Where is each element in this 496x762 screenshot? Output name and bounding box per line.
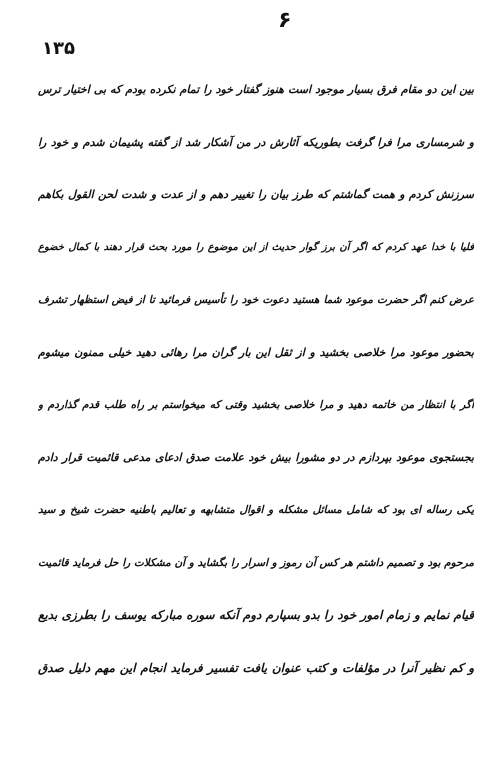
- text-line: مرحوم بود و تصمیم داشتم هر کس آن رموز و اسرار را بگشاید و آن مشکلات را حل فرماید قائمیت: [38, 556, 474, 569]
- page-top-mark: ۶: [278, 8, 292, 33]
- body-text: [38, 70, 474, 700]
- text-line: اگر با انتظار من خاتمه دهید و مرا خلاصی بخشید وقتی که میخواستم بر راه طلب قدم گذاردم و: [38, 399, 474, 411]
- text-line: بین این دو مقام فرق بسیار موجود است هنوز گفتار خود را تمام نکرده بودم که بی اختیار ترس: [38, 83, 474, 96]
- text-line: فلیا با خدا عهد کردم که اگر آن برز گوار حدیث از این موضوع را مورد بحث قرار دهند با کمال خضوع: [38, 241, 474, 253]
- text-line: و کم نظیر آنرا در مؤلفات و کتب عنوان یافت تفسیر فرماید انجام این مهم دلیل صدق: [38, 660, 474, 675]
- text-line: قیام نمایم و زمام امور خود را بدو بسپارم دوم آنکه سوره مبارکه یوسف را بطرزی بدیع: [38, 608, 474, 622]
- page-number: ۱۳۵: [42, 38, 75, 59]
- text-line: سرزنش کردم و همت گماشتم که طرز بیان را تغییر دهم و از عدت و شدت لحن القول بکاهم: [38, 188, 474, 201]
- text-line: بحضور موعود مرا خلاصی بخشید و از ثقل این بار گران مرا رهائی دهید خیلی ممنون میشوم: [38, 345, 474, 359]
- text-line: عرض کنم اگر حضرت موعود شما هستید دعوت خود را تأسیس فرمائید تا از فیض استظهار تشرف: [38, 294, 474, 306]
- text-line: یکی رساله ای بود که شامل مسائل مشکله و اقوال متشابهه و تعالیم باطنیه حضرت شیخ و سید: [38, 504, 474, 516]
- text-line: و شرمساری مرا فرا گرفت بطوریکه آثارش در من آشکار شد از گفته پشیمان شدم و خود را: [38, 135, 474, 149]
- text-line: بجستجوی موعود بپردازم در دو مشورا بیش خود علامت صدق ادعای مدعی قائمیت قرار دادم: [38, 450, 474, 464]
